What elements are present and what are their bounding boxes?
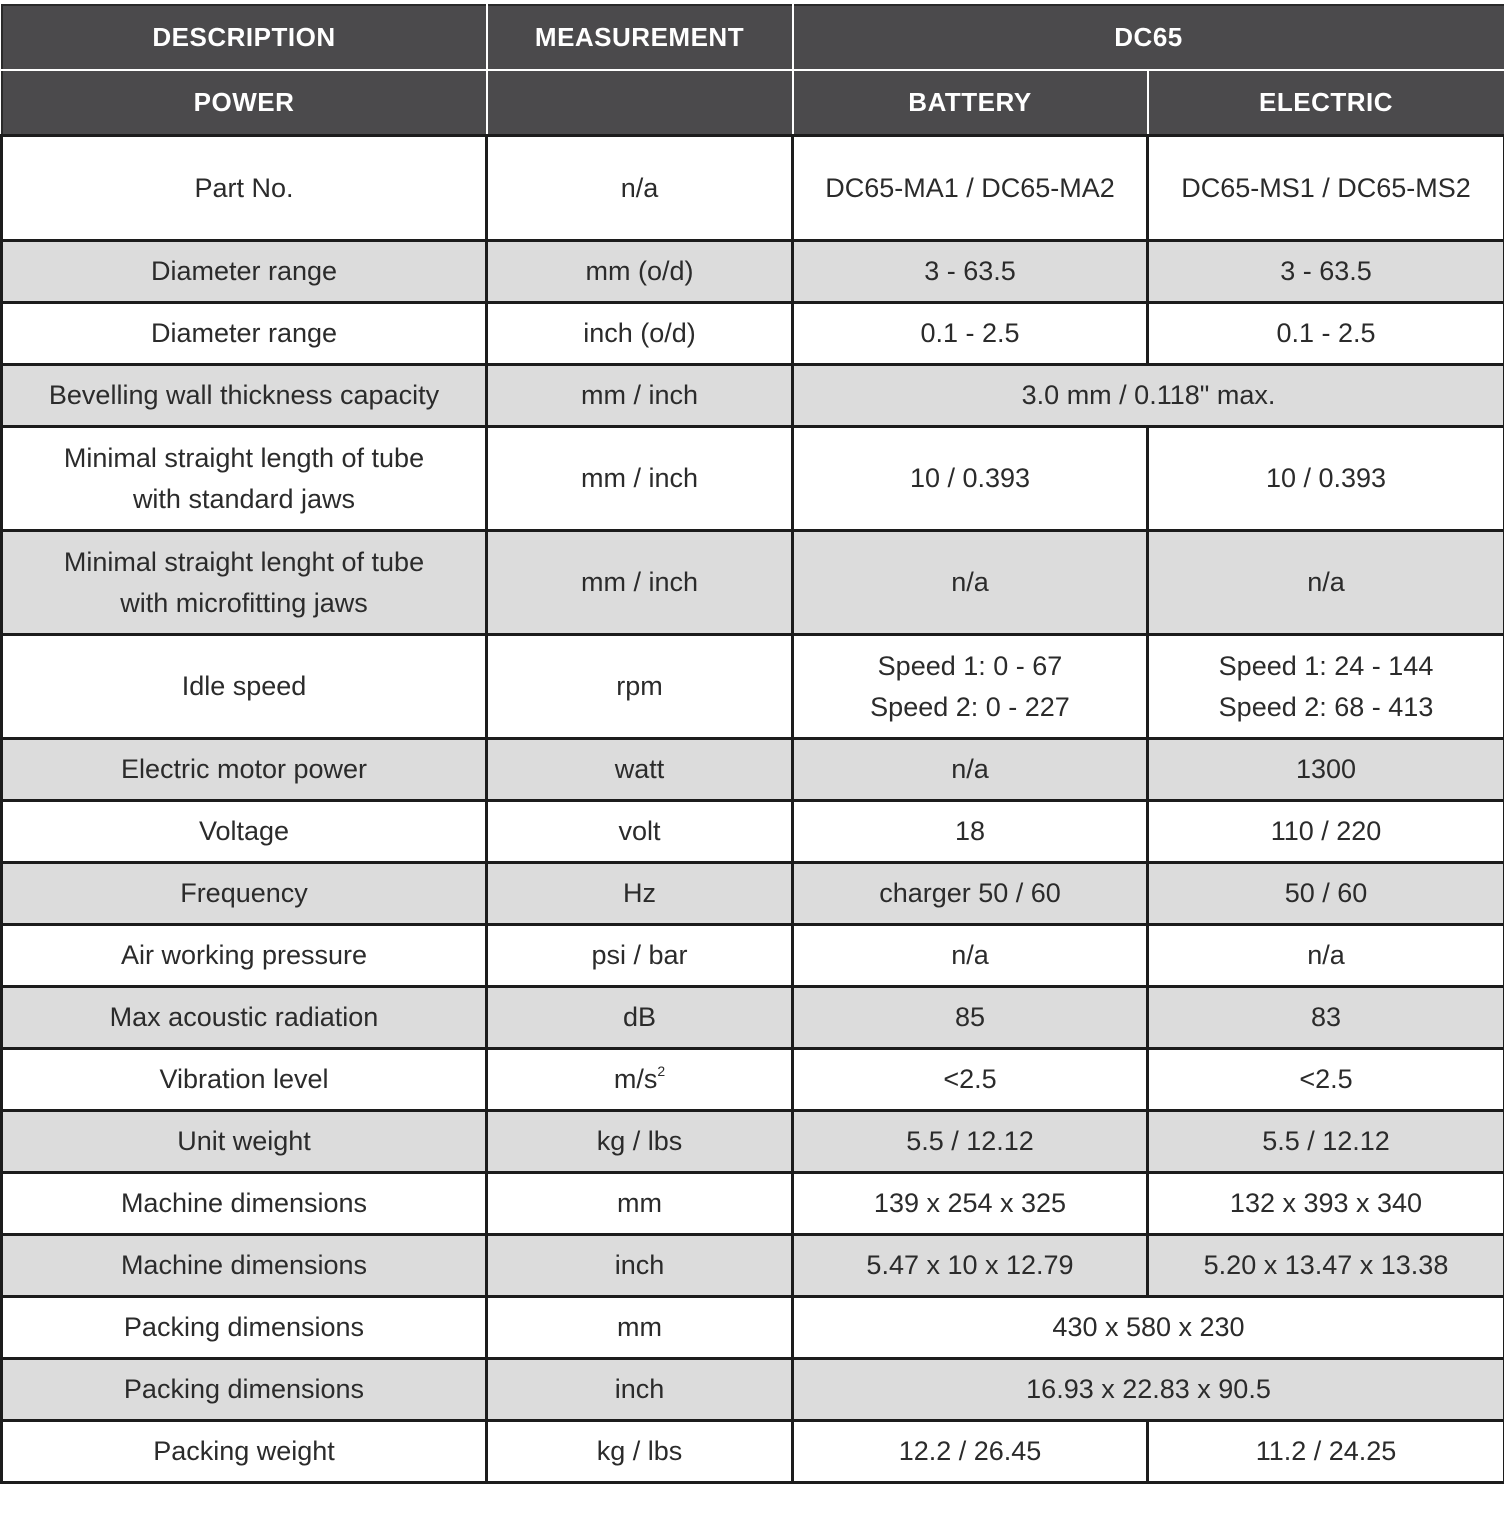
cell-measurement: inch (487, 1235, 793, 1297)
header-row-main (2, 5, 1504, 70)
cell-battery: 85 (793, 987, 1148, 1049)
table-body (2, 136, 1504, 1483)
speed-line: Speed 1: 24 - 144 (1218, 650, 1434, 681)
cell-electric: 83 (1148, 987, 1504, 1049)
cell-measurement: watt (487, 739, 793, 801)
cell-battery: 12.2 / 26.45 (793, 1421, 1148, 1483)
unit-base: m/s (613, 1064, 658, 1094)
cell-description: Machine dimensions (2, 1173, 487, 1235)
header-description: DESCRIPTION (2, 5, 487, 70)
cell-battery: 3 - 63.5 (793, 241, 1148, 303)
cell-electric: 1300 (1148, 739, 1504, 801)
cell-measurement: kg / lbs (487, 1421, 793, 1483)
table-row (2, 1297, 1504, 1359)
cell-description: Machine dimensions (2, 1235, 487, 1297)
cell-description: Packing weight (2, 1421, 487, 1483)
cell-electric: 110 / 220 (1148, 801, 1504, 863)
cell-measurement: inch (487, 1359, 793, 1421)
header-electric: ELECTRIC (1148, 70, 1504, 136)
table-row (2, 863, 1504, 925)
cell-battery: charger 50 / 60 (793, 863, 1148, 925)
table-row (2, 365, 1504, 427)
cell-description: Vibration level (2, 1049, 487, 1111)
cell-measurement: rpm (487, 635, 793, 739)
speed-line: Speed 2: 68 - 413 (1218, 691, 1434, 722)
header-power: POWER (2, 70, 487, 136)
cell-description: Voltage (2, 801, 487, 863)
cell-battery: 10 / 0.393 (793, 427, 1148, 531)
cell-battery: n/a (793, 531, 1148, 635)
header-measurement-empty (487, 70, 793, 136)
table-row (2, 739, 1504, 801)
cell-measurement: volt (487, 801, 793, 863)
table-row (2, 531, 1504, 635)
cell-electric: 5.5 / 12.12 (1148, 1111, 1504, 1173)
cell-electric: n/a (1148, 925, 1504, 987)
cell-electric: 0.1 - 2.5 (1148, 303, 1504, 365)
cell-description: Max acoustic radiation (2, 987, 487, 1049)
cell-description: Frequency (2, 863, 487, 925)
unit-superscript: 2 (657, 1063, 666, 1079)
cell-measurement: mm / inch (487, 427, 793, 531)
cell-description: Air working pressure (2, 925, 487, 987)
cell-measurement: kg / lbs (487, 1111, 793, 1173)
cell-measurement: Hz (487, 863, 793, 925)
speed-line: Speed 1: 0 - 67 (877, 650, 1063, 681)
cell-electric: 5.20 x 13.47 x 13.38 (1148, 1235, 1504, 1297)
spec-table-container (0, 4, 1504, 1484)
description-line: Minimal straight length of tube (63, 442, 425, 473)
cell-battery: 5.5 / 12.12 (793, 1111, 1148, 1173)
cell-measurement: mm (487, 1173, 793, 1235)
cell-description: Unit weight (2, 1111, 487, 1173)
cell-electric: 11.2 / 24.25 (1148, 1421, 1504, 1483)
cell-battery: <2.5 (793, 1049, 1148, 1111)
cell-description: Electric motor power (2, 739, 487, 801)
table-row (2, 303, 1504, 365)
cell-electric: n/a (1148, 531, 1504, 635)
cell-electric (1148, 635, 1504, 739)
table-row (2, 1049, 1504, 1111)
cell-battery: n/a (793, 925, 1148, 987)
description-line: Minimal straight lenght of tube (63, 546, 425, 577)
cell-description: Packing dimensions (2, 1359, 487, 1421)
header-measurement: MEASUREMENT (487, 5, 793, 70)
cell-electric: <2.5 (1148, 1049, 1504, 1111)
cell-battery: 0.1 - 2.5 (793, 303, 1148, 365)
cell-electric: 3 - 63.5 (1148, 241, 1504, 303)
table-row (2, 1173, 1504, 1235)
cell-description: Idle speed (2, 635, 487, 739)
cell-measurement: mm (487, 1297, 793, 1359)
cell-measurement: mm / inch (487, 531, 793, 635)
cell-measurement: mm / inch (487, 365, 793, 427)
cell-description: Diameter range (2, 241, 487, 303)
cell-battery: 139 x 254 x 325 (793, 1173, 1148, 1235)
table-row (2, 427, 1504, 531)
table-header (2, 5, 1504, 136)
cell-battery: DC65-MA1 / DC65-MA2 (793, 136, 1148, 241)
table-row (2, 136, 1504, 241)
cell-description: Bevelling wall thickness capacity (2, 365, 487, 427)
table-row (2, 1111, 1504, 1173)
header-row-sub (2, 70, 1504, 136)
table-row (2, 801, 1504, 863)
header-battery: BATTERY (793, 70, 1148, 136)
spec-table (0, 4, 1504, 1484)
cell-measurement: mm (o/d) (487, 241, 793, 303)
description-line: with standard jaws (132, 483, 356, 514)
cell-description (2, 427, 487, 531)
cell-electric: DC65-MS1 / DC65-MS2 (1148, 136, 1504, 241)
cell-battery: n/a (793, 739, 1148, 801)
cell-description (2, 531, 487, 635)
speed-line: Speed 2: 0 - 227 (870, 691, 1070, 722)
cell-measurement: n/a (487, 136, 793, 241)
cell-battery: 18 (793, 801, 1148, 863)
cell-measurement: inch (o/d) (487, 303, 793, 365)
cell-electric: 50 / 60 (1148, 863, 1504, 925)
description-line: with microfitting jaws (120, 587, 368, 618)
cell-description: Packing dimensions (2, 1297, 487, 1359)
table-row (2, 1235, 1504, 1297)
cell-description: Diameter range (2, 303, 487, 365)
table-row (2, 987, 1504, 1049)
cell-both-variants: 16.93 x 22.83 x 90.5 (793, 1359, 1504, 1421)
cell-electric: 132 x 393 x 340 (1148, 1173, 1504, 1235)
cell-electric: 10 / 0.393 (1148, 427, 1504, 531)
table-row (2, 1421, 1504, 1483)
cell-battery (793, 635, 1148, 739)
table-row (2, 635, 1504, 739)
table-row (2, 241, 1504, 303)
cell-description: Part No. (2, 136, 487, 241)
cell-battery: 5.47 x 10 x 12.79 (793, 1235, 1148, 1297)
cell-both-variants: 430 x 580 x 230 (793, 1297, 1504, 1359)
cell-measurement (487, 1049, 793, 1111)
table-row (2, 925, 1504, 987)
cell-both-variants: 3.0 mm / 0.118" max. (793, 365, 1504, 427)
table-row (2, 1359, 1504, 1421)
header-model: DC65 (793, 5, 1504, 70)
cell-measurement: dB (487, 987, 793, 1049)
cell-measurement: psi / bar (487, 925, 793, 987)
